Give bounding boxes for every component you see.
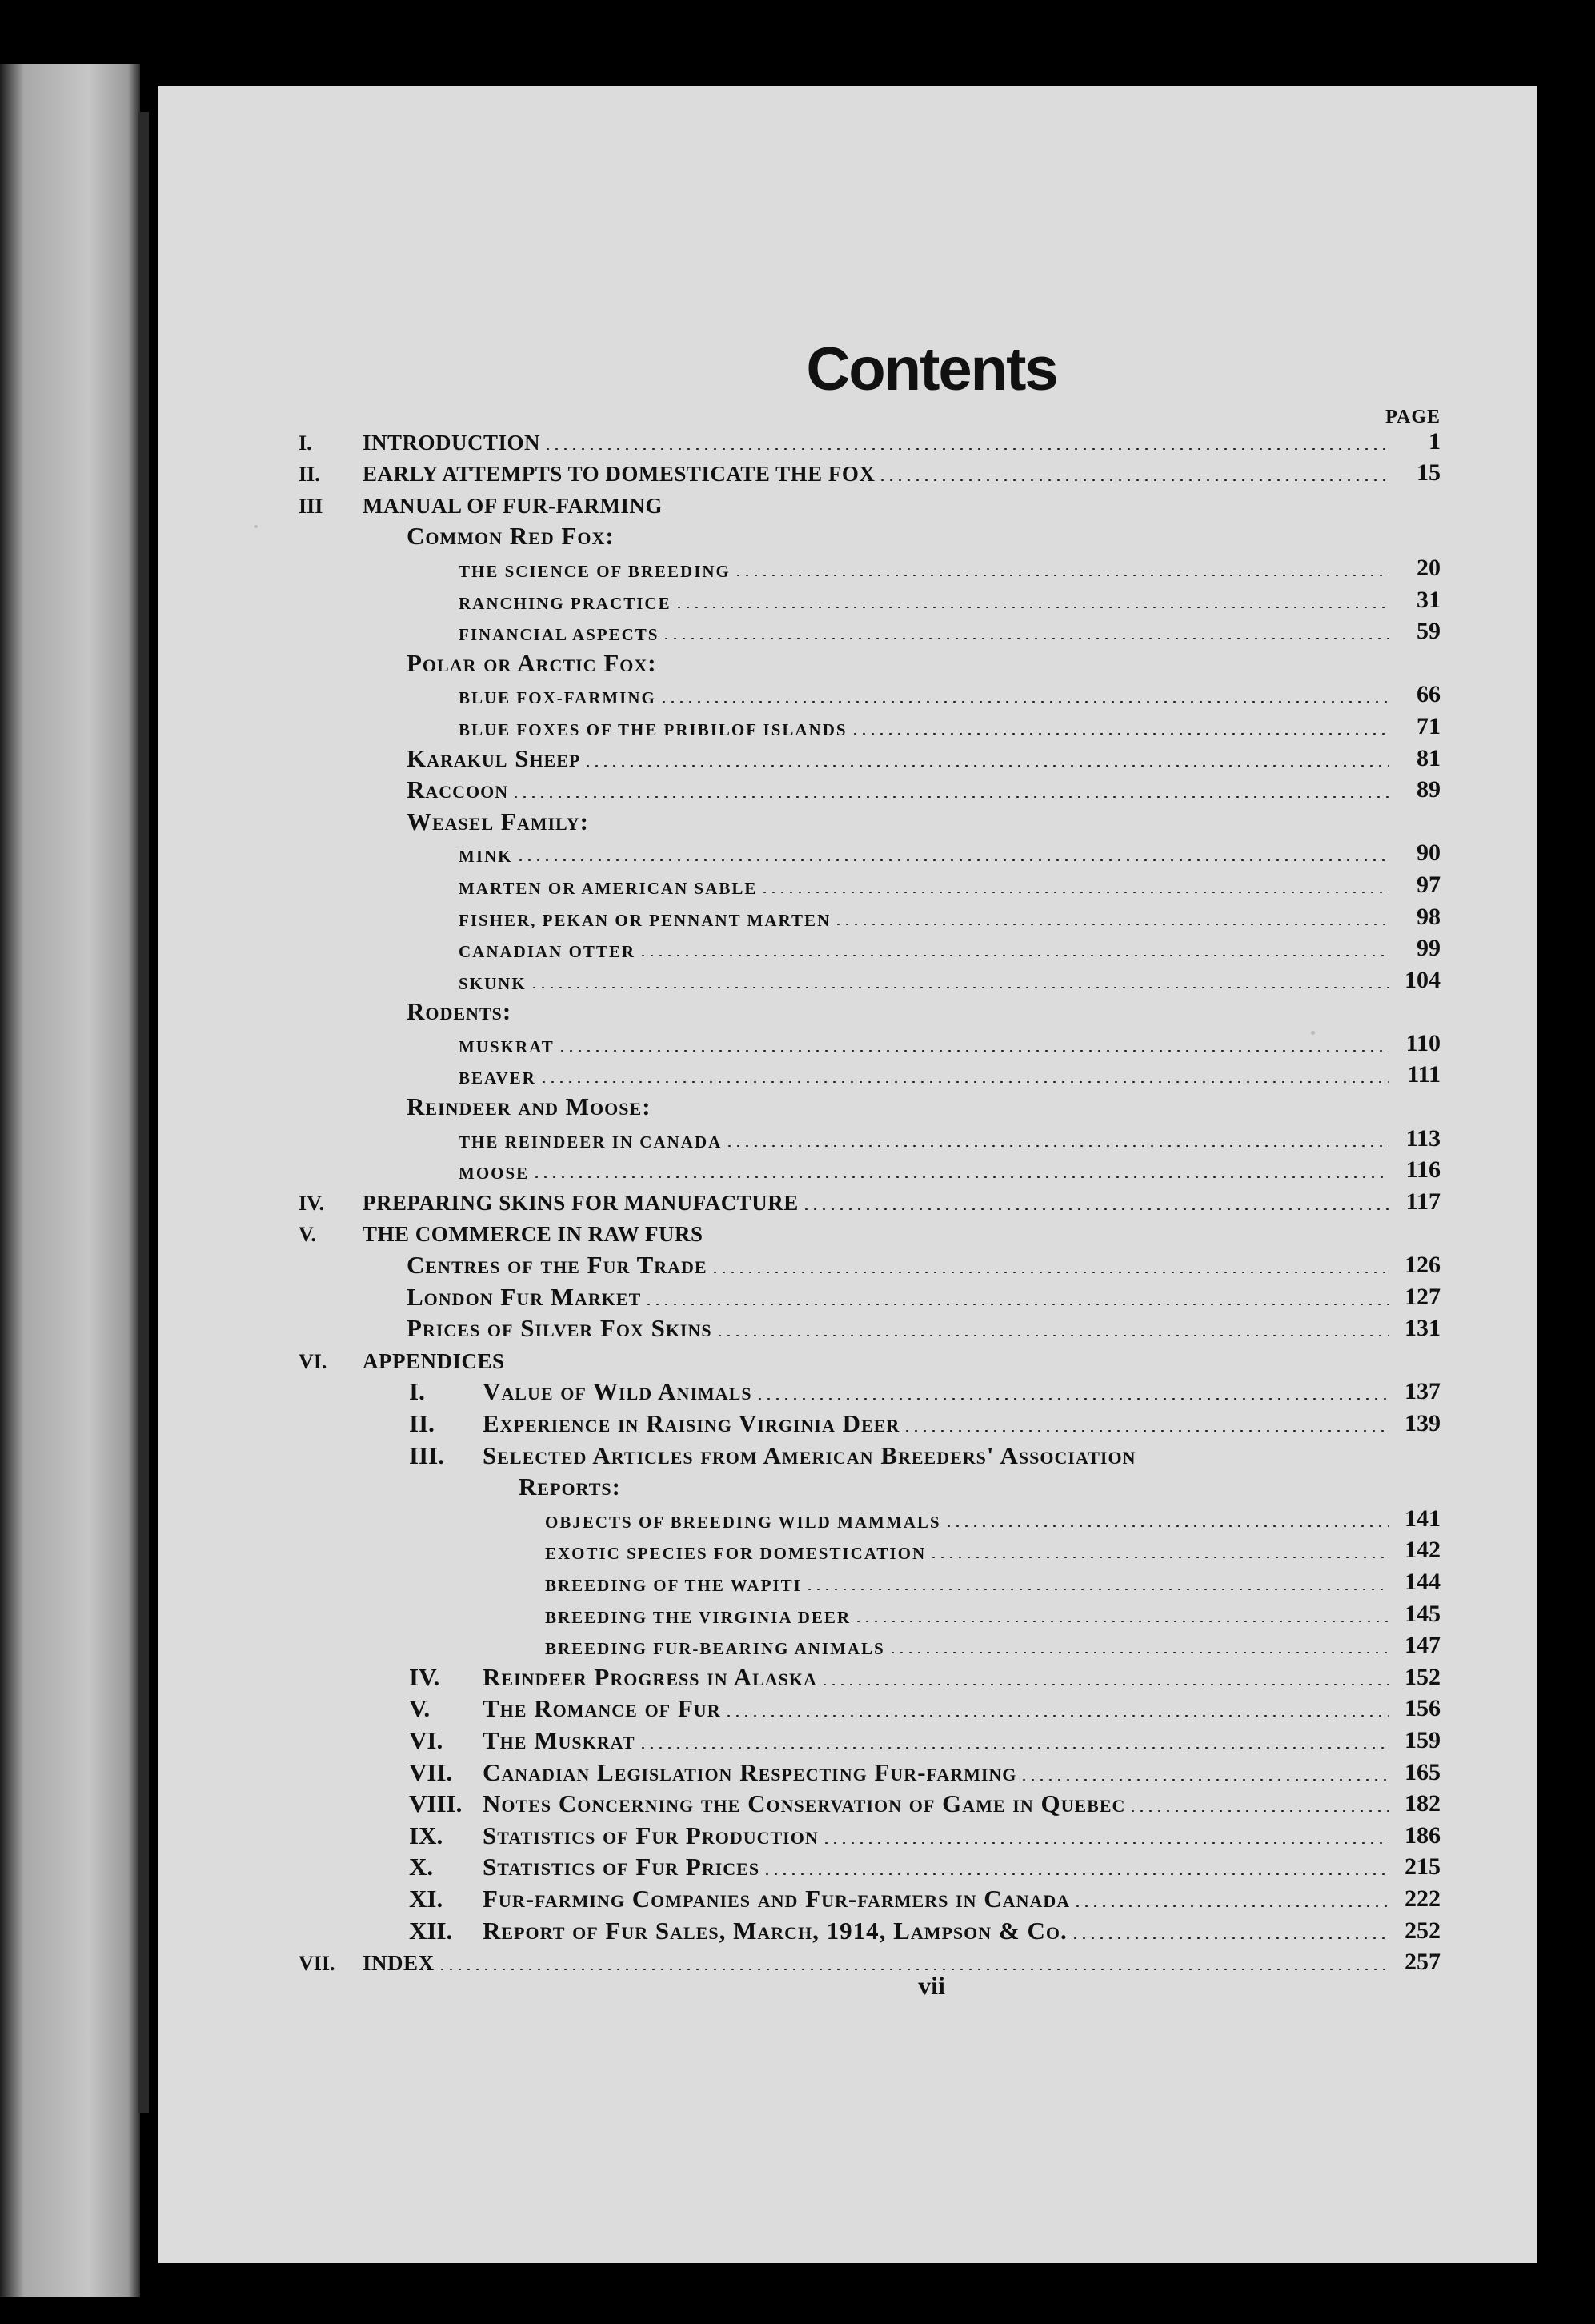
toc-entry (158, 1661, 1537, 1693)
toc-entry (158, 1535, 1537, 1567)
gutter-shadow (138, 112, 149, 2113)
toc-entry-number: V. (299, 1223, 316, 1247)
dot-leader (1128, 1810, 1389, 1812)
dot-leader (755, 1398, 1389, 1400)
toc-entry-page: 97 (1417, 871, 1441, 898)
dot-leader (903, 1430, 1389, 1432)
toc-entry-page: 81 (1417, 744, 1441, 771)
toc-entry-label: BREEDING OF THE WAPITI (545, 1575, 802, 1595)
toc-entry-label: SKUNK (459, 973, 527, 993)
toc-entry-label: Reports: (519, 1473, 621, 1501)
toc-entry (158, 838, 1537, 870)
toc-entry-label: MARTEN OR AMERICAN SABLE (459, 878, 758, 898)
toc-entry-label: FISHER, PEKAN OR PENNANT MARTEN (459, 910, 832, 930)
toc-entry-label: EXOTIC SPECIES FOR DOMESTICATION (545, 1544, 927, 1564)
toc-entry (158, 933, 1537, 965)
dot-leader (583, 765, 1389, 767)
toc-entry-label: MUSKRAT (459, 1036, 555, 1056)
toc-entry-number: II. (409, 1409, 435, 1437)
toc-entry-page: 165 (1405, 1758, 1441, 1785)
toc-entry-label: Reindeer Progress in Alaska (483, 1662, 817, 1691)
dot-leader (639, 1747, 1389, 1749)
toc-entry-label: Prices of Silver Fox Skins (407, 1314, 712, 1343)
toc-entry-label: INDEX (363, 1951, 435, 1976)
toc-entry-label: Centres of the Fur Trade (407, 1251, 707, 1280)
toc-entry (158, 1503, 1537, 1535)
toc-entry (158, 1218, 1537, 1250)
dot-leader (822, 1842, 1389, 1844)
toc-entry-number: IX. (409, 1821, 443, 1849)
toc-entry-page: 99 (1417, 935, 1441, 962)
toc-entry (158, 1630, 1537, 1662)
dot-leader (851, 733, 1389, 735)
toc-entry (158, 1408, 1537, 1440)
toc-entry-number: VII. (299, 1952, 335, 1976)
toc-entry-page: 152 (1405, 1663, 1441, 1690)
toc-entry-label: Weasel Family: (407, 807, 589, 835)
dot-leader (944, 1525, 1389, 1527)
toc-entry (158, 1789, 1537, 1821)
toc-entry (158, 869, 1537, 901)
toc-entry-label: Common Red Fox: (407, 522, 615, 551)
toc-entry (158, 1249, 1537, 1281)
dot-leader (511, 796, 1389, 798)
toc-entry (158, 1376, 1537, 1408)
toc-entry-page: 66 (1417, 681, 1441, 708)
toc-entry-page: 31 (1417, 586, 1441, 613)
toc-entry-page: 1 (1429, 427, 1441, 455)
toc-entry (158, 901, 1537, 933)
dot-leader (639, 955, 1389, 956)
toc-entry-page: 141 (1405, 1505, 1441, 1532)
toc-entry (158, 1440, 1537, 1472)
toc-entry-page: 144 (1405, 1568, 1441, 1595)
toc-entry-label: Statistics of Fur Prices (483, 1853, 760, 1881)
toc-entry (158, 489, 1537, 521)
toc-entry-label: Polar or Arctic Fox: (407, 648, 657, 677)
dot-leader (539, 1081, 1389, 1083)
toc-entry-label: Statistics of Fur Production (483, 1821, 819, 1849)
dot-leader (675, 607, 1389, 608)
toc-entry-page: 71 (1417, 712, 1441, 739)
book-page (158, 86, 1537, 2263)
toc-entry (158, 584, 1537, 616)
dot-leader (711, 1272, 1389, 1273)
toc-entry-label: MANUAL OF FUR-FARMING (363, 493, 663, 518)
toc-entry (158, 1123, 1537, 1155)
toc-entry (158, 1566, 1537, 1598)
toc-entry-number: VIII. (409, 1789, 463, 1818)
toc-entry-label: The Romance of Fur (483, 1694, 721, 1723)
toc-entry-label: Canadian Legislation Respecting Fur-farming (483, 1757, 1017, 1786)
page-title: Contents (806, 335, 1057, 403)
toc-entry-label: THE REINDEER IN CANADA (459, 1132, 723, 1152)
toc-entry-page: 215 (1405, 1853, 1441, 1881)
toc-entry (158, 775, 1537, 807)
toc-entry (158, 1598, 1537, 1630)
toc-entry (158, 679, 1537, 711)
dot-leader (763, 1873, 1389, 1875)
toc-entry-page: 59 (1417, 618, 1441, 645)
toc-entry (158, 1915, 1537, 1947)
dot-leader (929, 1557, 1389, 1558)
toc-entry-number: IV. (299, 1191, 325, 1215)
toc-entry-page: 116 (1405, 1156, 1441, 1184)
toc-entry-label: PREPARING SKINS FOR MANUFACTURE (363, 1190, 799, 1215)
toc-entry (158, 964, 1537, 996)
toc-entry (158, 1155, 1537, 1187)
dot-leader (715, 1335, 1389, 1336)
toc-entry (158, 1344, 1537, 1376)
toc-entry-page: 147 (1405, 1632, 1441, 1659)
toc-entry-label: THE SCIENCE OF BREEDING (459, 561, 731, 581)
toc-entry (158, 1852, 1537, 1884)
toc-entry-label: APPENDICES (363, 1348, 505, 1373)
toc-entry-label: BREEDING THE VIRGINIA DEER (545, 1607, 852, 1627)
toc-entry (158, 996, 1537, 1028)
toc-entry-label: London Fur Market (407, 1282, 642, 1311)
page-number: vii (918, 1971, 945, 2000)
toc-entry-page: 142 (1405, 1537, 1441, 1564)
toc-entry (158, 1820, 1537, 1852)
toc-entry-label: EARLY ATTEMPTS TO DOMESTICATE THE FOX (363, 462, 876, 487)
toc-entry-number: III (299, 494, 323, 518)
toc-entry (158, 1060, 1537, 1092)
toc-entry (158, 1883, 1537, 1915)
toc-entry-page: 104 (1405, 966, 1441, 993)
toc-entry-page: 90 (1417, 839, 1441, 867)
dot-leader (532, 1176, 1389, 1178)
toc-entry-page: 20 (1417, 554, 1441, 581)
toc-entry (158, 1472, 1537, 1504)
dot-leader (878, 479, 1389, 481)
toc-entry (158, 711, 1537, 743)
toc-entry (158, 1725, 1537, 1757)
toc-entry-page: 139 (1405, 1410, 1441, 1436)
toc-entry-page: 137 (1405, 1378, 1441, 1405)
toc-entry-number: XI. (409, 1884, 443, 1913)
toc-entry-label: Notes Concerning the Conservation of Game in Quebec (483, 1789, 1126, 1818)
toc-entry (158, 521, 1537, 553)
toc-entry-page: 89 (1417, 776, 1441, 803)
toc-entry-label: Selected Articles from American Breeders' Association (483, 1440, 1136, 1469)
toc-entry-page: 113 (1405, 1124, 1441, 1152)
toc-entry-page: 252 (1405, 1917, 1441, 1944)
toc-entry-number: IV. (409, 1662, 440, 1691)
dot-leader (558, 1050, 1389, 1052)
toc-entry-label: Rodents: (407, 997, 512, 1026)
toc-entry-page: 98 (1417, 903, 1441, 930)
page-column-heading: PAGE (1385, 407, 1441, 427)
toc-entry-page: 127 (1405, 1283, 1441, 1310)
toc-entry-label: BEAVER (459, 1068, 536, 1088)
toc-entry-label: OBJECTS OF BREEDING WILD MAMMALS (545, 1512, 941, 1532)
toc-entry (158, 806, 1537, 838)
dot-leader (543, 448, 1389, 450)
toc-entry-number: II. (299, 463, 320, 487)
toc-entry (158, 1186, 1537, 1218)
toc-entry-label: Fur-farming Companies and Fur-farmers in Canada (483, 1884, 1071, 1913)
dot-leader (802, 1208, 1389, 1210)
dot-leader (854, 1621, 1389, 1622)
toc-entry-page: 186 (1405, 1821, 1441, 1849)
toc-entry-number: III. (409, 1440, 444, 1469)
dot-leader (659, 701, 1389, 703)
toc-entry-page: 257 (1405, 1949, 1441, 1976)
toc-entry (158, 743, 1537, 775)
toc-entry-page: 117 (1405, 1188, 1441, 1215)
toc-entry-label: BREEDING FUR-BEARING ANIMALS (545, 1639, 885, 1659)
toc-entry (158, 458, 1537, 490)
dot-leader (725, 1145, 1389, 1147)
toc-entry-page: 159 (1405, 1726, 1441, 1753)
toc-entry (158, 1313, 1537, 1345)
toc-entry-label: CANADIAN OTTER (459, 942, 636, 962)
toc-entry (158, 1281, 1537, 1313)
toc-entry (158, 426, 1537, 458)
toc-entry-label: FINANCIAL ASPECTS (459, 625, 659, 645)
toc-entry-label: Reindeer and Moose: (407, 1092, 651, 1121)
toc-entry-page: 126 (1405, 1252, 1441, 1279)
dot-leader (1020, 1779, 1389, 1781)
toc-entry-page: 15 (1417, 459, 1441, 487)
toc-entry (158, 1091, 1537, 1123)
toc-entry-label: The Muskrat (483, 1725, 635, 1754)
toc-entry-label: MOOSE (459, 1164, 530, 1184)
toc-entry-label: Value of Wild Animals (483, 1377, 752, 1406)
dot-leader (438, 1969, 1389, 1970)
dot-leader (662, 638, 1389, 639)
toc-entry-number: VII. (409, 1757, 453, 1786)
toc-entry (158, 552, 1537, 584)
toc-entry-page: 182 (1405, 1790, 1441, 1817)
toc-entry-number: X. (409, 1853, 434, 1881)
toc-entry-label: Experience in Raising Virginia Deer (483, 1409, 900, 1437)
dot-leader (724, 1715, 1389, 1717)
toc-entry (158, 1693, 1537, 1725)
dot-leader (820, 1684, 1389, 1685)
toc-entry-number: I. (299, 431, 312, 455)
toc-entry-page: 131 (1405, 1315, 1441, 1342)
dot-leader (516, 859, 1390, 861)
dot-leader (734, 575, 1389, 576)
toc-entry-label: Raccoon (407, 775, 509, 804)
toc-entry-label: INTRODUCTION (363, 430, 541, 455)
toc-entry-number: VI. (299, 1349, 327, 1373)
book-spine (0, 64, 140, 2297)
dot-leader (805, 1589, 1389, 1590)
toc-entry-number: XII. (409, 1916, 453, 1945)
toc-entry-page: 145 (1405, 1600, 1441, 1627)
dot-leader (834, 924, 1389, 925)
dot-leader (888, 1652, 1389, 1653)
toc-entry-label: BLUE FOXES OF THE PRIBILOF ISLANDS (459, 719, 848, 739)
toc-entry-label: BLUE FOX-FARMING (459, 688, 656, 708)
toc-entry-number: I. (409, 1377, 425, 1406)
toc-entry (158, 616, 1537, 648)
toc-entry-label: Karakul Sheep (407, 743, 581, 772)
dot-leader (760, 892, 1389, 893)
toc-entry-number: VI. (409, 1725, 443, 1754)
toc-entry (158, 647, 1537, 679)
toc-entry-label: THE COMMERCE IN RAW FURS (363, 1222, 703, 1247)
dot-leader (530, 987, 1389, 988)
dot-leader (1071, 1937, 1389, 1939)
paper-speck (254, 525, 258, 528)
toc-entry-page: 110 (1405, 1029, 1441, 1056)
dot-leader (644, 1304, 1389, 1305)
dot-leader (1073, 1905, 1389, 1907)
toc-entry (158, 1757, 1537, 1789)
toc-entry-label: MINK (459, 847, 513, 867)
table-of-contents (158, 426, 1537, 1978)
toc-entry-number: V. (409, 1694, 431, 1723)
toc-entry (158, 1028, 1537, 1060)
toc-entry-label: RANCHING PRACTICE (459, 593, 671, 613)
toc-entry-label: Report of Fur Sales, March, 1914, Lampson & Co. (483, 1916, 1068, 1945)
toc-entry-page: 222 (1405, 1885, 1441, 1912)
paper-speck (1311, 1031, 1315, 1035)
toc-entry-page: 111 (1407, 1061, 1441, 1088)
toc-entry-page: 156 (1405, 1695, 1441, 1722)
